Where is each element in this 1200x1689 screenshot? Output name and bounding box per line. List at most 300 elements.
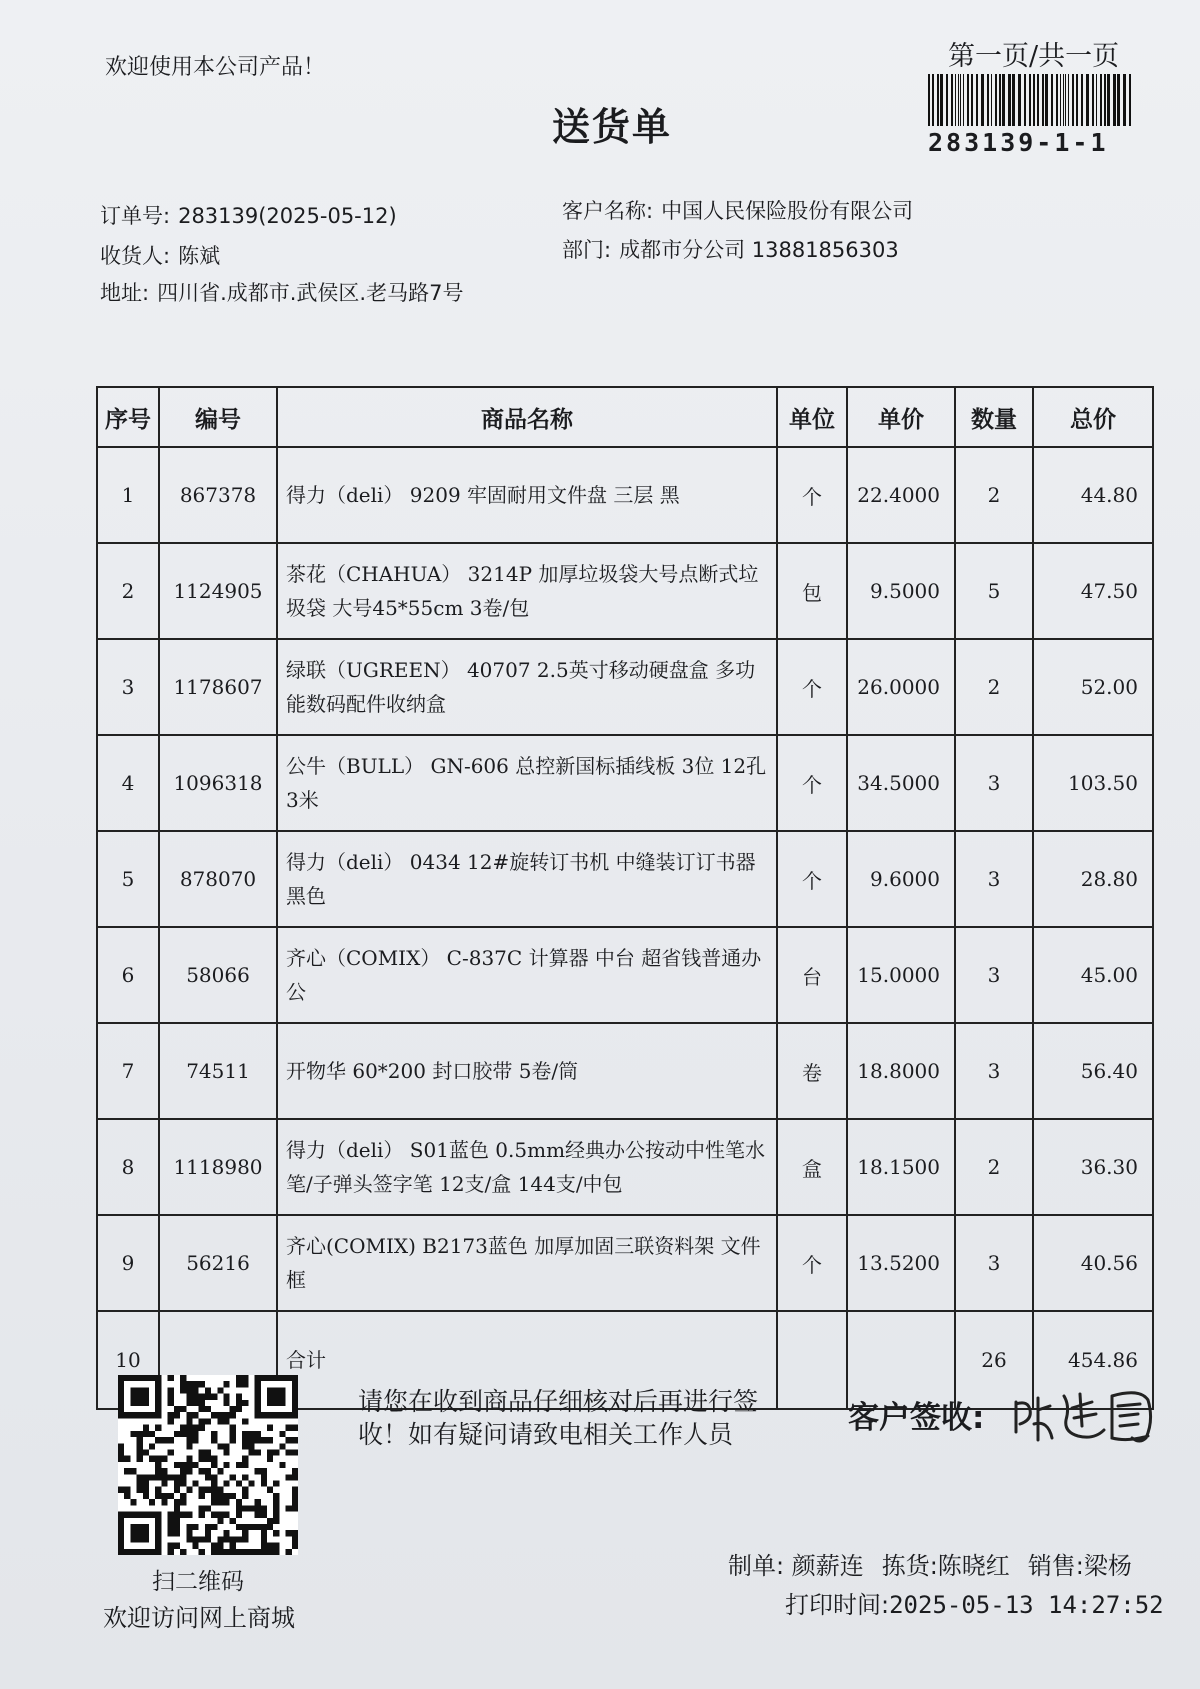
qr-module xyxy=(137,1487,143,1493)
row-total: 36.30 xyxy=(1033,1119,1153,1215)
row-price: 9.5000 xyxy=(847,543,955,639)
qr-module xyxy=(248,1505,254,1511)
qr-module xyxy=(192,1412,198,1418)
qr-module xyxy=(143,1449,149,1455)
barcode-bar xyxy=(1037,74,1039,126)
qr-module xyxy=(186,1400,192,1406)
row-code: 58066 xyxy=(159,927,277,1023)
row-name: 开物华 60*200 封口胶带 5卷/筒 xyxy=(277,1023,777,1119)
qr-module xyxy=(149,1499,155,1505)
qr-module xyxy=(205,1418,211,1424)
qr-module xyxy=(255,1524,261,1530)
row-unit: 卷 xyxy=(777,1023,847,1119)
qr-module xyxy=(174,1530,180,1536)
qr-module xyxy=(174,1543,180,1549)
qr-module xyxy=(224,1381,230,1387)
barcode-bar xyxy=(1076,74,1078,126)
row-price: 13.5200 xyxy=(847,1215,955,1311)
row-total: 44.80 xyxy=(1033,447,1153,543)
row-unit: 台 xyxy=(777,927,847,1023)
qr-module xyxy=(192,1425,198,1431)
qr-module xyxy=(292,1474,298,1480)
qr-module xyxy=(186,1431,192,1437)
qr-module xyxy=(273,1530,279,1536)
department xyxy=(562,234,899,264)
qr-module xyxy=(205,1524,211,1530)
row-seq: 1 xyxy=(97,447,159,543)
department-label: 部门: xyxy=(562,238,612,262)
qr-module xyxy=(261,1512,267,1518)
qr-module xyxy=(192,1524,198,1530)
qr-module xyxy=(242,1474,248,1480)
qr-module xyxy=(211,1394,217,1400)
address xyxy=(100,277,463,307)
qr-module xyxy=(137,1474,143,1480)
qr-module xyxy=(149,1474,155,1480)
qr-module xyxy=(124,1493,130,1499)
qr-module xyxy=(242,1536,248,1542)
qr-module xyxy=(230,1406,236,1412)
qr-module xyxy=(242,1530,248,1536)
row-name: 公牛（BULL） GN-606 总控新国标插线板 3位 12孔 3米 xyxy=(277,735,777,831)
receiver-value: 陈斌 xyxy=(178,244,221,268)
qr-module xyxy=(224,1462,230,1468)
qr-module xyxy=(186,1462,192,1468)
barcode-bar xyxy=(1024,74,1026,126)
qr-module xyxy=(180,1499,186,1505)
qr-module xyxy=(205,1394,211,1400)
qr-module xyxy=(273,1493,279,1499)
qr-module xyxy=(248,1431,254,1437)
qr-module xyxy=(217,1487,223,1493)
qr-module xyxy=(211,1481,217,1487)
barcode-bar xyxy=(1012,74,1015,126)
page-indicator: 第一页/共一页 xyxy=(948,41,1120,72)
qr-module xyxy=(273,1481,279,1487)
row-qty: 5 xyxy=(955,543,1033,639)
row-price: 18.8000 xyxy=(847,1023,955,1119)
row-code: 1178607 xyxy=(159,639,277,735)
qr-module xyxy=(248,1549,254,1555)
barcode-bar xyxy=(946,74,948,126)
qr-module xyxy=(242,1381,248,1387)
barcode-bar xyxy=(1008,74,1011,126)
qr-module xyxy=(186,1381,192,1387)
qr-module xyxy=(261,1543,267,1549)
qr-module xyxy=(236,1462,242,1468)
qr-module xyxy=(192,1536,198,1542)
row-name: 茶花（CHAHUA） 3214P 加厚垃圾袋大号点断式垃圾袋 大号45*55cm 3卷/包 xyxy=(277,543,777,639)
qr-module xyxy=(273,1499,279,1505)
barcode-bar xyxy=(987,74,989,126)
qr-module xyxy=(192,1394,198,1400)
qr-module xyxy=(273,1543,279,1549)
qr-module xyxy=(211,1512,217,1518)
qr-module xyxy=(286,1437,292,1443)
row-seq: 4 xyxy=(97,735,159,831)
qr-module xyxy=(211,1437,217,1443)
row-name: 得力（deli） S01蓝色 0.5mm经典办公按动中性笔水笔/子弹头签字笔 12支/盒 144支/中包 xyxy=(277,1119,777,1215)
qr-module xyxy=(248,1481,254,1487)
row-price: 9.6000 xyxy=(847,831,955,927)
barcode-bar xyxy=(967,74,969,126)
table-row xyxy=(97,1023,1153,1119)
table-header-row xyxy=(97,387,1153,447)
qr-module xyxy=(192,1431,198,1437)
qr-module xyxy=(192,1543,198,1549)
qr-module xyxy=(255,1505,261,1511)
qr-module xyxy=(224,1449,230,1455)
qr-module xyxy=(267,1387,286,1406)
qr-module xyxy=(217,1499,223,1505)
barcode-bar xyxy=(1063,74,1064,126)
qr-module xyxy=(267,1456,273,1462)
barcode-bar xyxy=(1033,74,1035,126)
qr-module xyxy=(180,1381,186,1387)
col-header-qty: 数量 xyxy=(955,387,1033,447)
qr-module xyxy=(186,1468,192,1474)
row-total: 52.00 xyxy=(1033,639,1153,735)
qr-module xyxy=(199,1425,205,1431)
qr-module xyxy=(137,1443,143,1449)
qr-module xyxy=(224,1394,230,1400)
qr-module xyxy=(168,1437,174,1443)
barcode-bar xyxy=(1113,74,1116,126)
qr-module xyxy=(180,1425,186,1431)
qr-module xyxy=(155,1425,161,1431)
qr-module xyxy=(199,1493,205,1499)
qr-module xyxy=(192,1381,198,1387)
document-title: 送货单 xyxy=(552,105,673,149)
qr-module xyxy=(217,1536,223,1542)
col-header-price: 单价 xyxy=(847,387,955,447)
barcode-bar xyxy=(1129,74,1131,126)
barcode-bar xyxy=(1042,74,1044,126)
qr-module xyxy=(211,1549,217,1555)
barcode-bar xyxy=(976,74,978,126)
qr-module xyxy=(236,1406,242,1412)
qr-module xyxy=(230,1493,236,1499)
qr-module xyxy=(155,1493,161,1499)
staff-info xyxy=(728,1546,1150,1581)
qr-module xyxy=(230,1536,236,1542)
qr-module xyxy=(149,1443,155,1449)
qr-module xyxy=(130,1431,136,1437)
qr-module xyxy=(168,1512,174,1518)
qr-module xyxy=(211,1412,217,1418)
qr-module xyxy=(267,1524,273,1530)
maker-text: 制单: 颜薪连 xyxy=(728,1552,864,1580)
qr-module xyxy=(224,1412,230,1418)
qr-module xyxy=(205,1449,211,1455)
qr-module xyxy=(292,1505,298,1511)
row-qty: 3 xyxy=(955,1215,1033,1311)
qr-module xyxy=(217,1549,223,1555)
barcode-bar xyxy=(963,74,964,126)
barcode-bar xyxy=(951,74,953,126)
row-qty: 2 xyxy=(955,639,1033,735)
qr-module xyxy=(267,1543,273,1549)
qr-module xyxy=(217,1512,223,1518)
qr-module xyxy=(186,1425,192,1431)
table-row xyxy=(97,831,1153,927)
qr-module xyxy=(205,1530,211,1536)
qr-module xyxy=(211,1474,217,1480)
barcode-bar xyxy=(981,74,984,126)
qr-module xyxy=(261,1536,267,1542)
qr-module xyxy=(155,1487,161,1493)
qr-module xyxy=(186,1394,192,1400)
row-qty: 26 xyxy=(955,1311,1033,1409)
qr-module xyxy=(143,1425,149,1431)
row-seq: 8 xyxy=(97,1119,159,1215)
print-time-value: 2025-05-13 14:27:52 xyxy=(889,1591,1164,1619)
qr-module xyxy=(180,1462,186,1468)
row-unit: 包 xyxy=(777,543,847,639)
qr-module xyxy=(168,1387,174,1393)
row-seq: 7 xyxy=(97,1023,159,1119)
qr-module xyxy=(168,1543,174,1549)
qr-module xyxy=(186,1437,192,1443)
qr-caption-mall: 欢迎访问网上商城 xyxy=(103,1604,295,1632)
order-number-label: 订单号: xyxy=(100,204,171,228)
qr-module xyxy=(261,1530,267,1536)
qr-module xyxy=(211,1543,217,1549)
qr-module xyxy=(192,1400,198,1406)
order-number-value: 283139(2025-05-12) xyxy=(178,204,397,228)
qr-module xyxy=(211,1499,217,1505)
qr-module xyxy=(186,1530,192,1536)
qr-module xyxy=(143,1487,149,1493)
barcode-bar xyxy=(1092,74,1094,126)
barcode-bar xyxy=(960,74,961,126)
qr-module xyxy=(211,1462,217,1468)
items-table xyxy=(96,386,1154,1410)
qr-module xyxy=(199,1449,205,1455)
qr-module xyxy=(155,1462,161,1468)
qr-module xyxy=(180,1431,186,1437)
qr-code-icon xyxy=(118,1375,298,1555)
qr-module xyxy=(130,1468,136,1474)
table-row xyxy=(97,927,1153,1023)
qr-module xyxy=(255,1431,261,1437)
qr-module xyxy=(149,1431,155,1437)
row-unit: 个 xyxy=(777,831,847,927)
qr-module xyxy=(224,1499,230,1505)
qr-module xyxy=(174,1487,180,1493)
qr-module xyxy=(224,1481,230,1487)
qr-module xyxy=(211,1493,217,1499)
qr-module xyxy=(267,1425,273,1431)
qr-module xyxy=(217,1543,223,1549)
qr-module xyxy=(168,1549,174,1555)
qr-module xyxy=(261,1474,267,1480)
barcode-bar xyxy=(971,74,973,126)
customer-name xyxy=(562,195,913,225)
table-row xyxy=(97,447,1153,543)
qr-module xyxy=(199,1549,205,1555)
qr-module xyxy=(174,1524,180,1530)
row-qty: 2 xyxy=(955,447,1033,543)
qr-module xyxy=(286,1530,292,1536)
qr-module xyxy=(168,1449,174,1455)
qr-module xyxy=(255,1499,261,1505)
qr-module xyxy=(261,1481,267,1487)
qr-module xyxy=(180,1474,186,1480)
barcode-bar xyxy=(955,74,956,126)
picker-text: 拣货:陈晓红 xyxy=(881,1552,1010,1580)
qr-module xyxy=(286,1474,292,1480)
qr-module xyxy=(292,1487,298,1493)
barcode-bar xyxy=(995,74,997,126)
qr-module xyxy=(267,1518,273,1524)
barcode-bar xyxy=(1086,74,1089,126)
qr-module xyxy=(292,1499,298,1505)
qr-module xyxy=(192,1387,198,1393)
row-code: 1118980 xyxy=(159,1119,277,1215)
qr-module xyxy=(286,1425,292,1431)
barcode-bar xyxy=(1002,74,1005,126)
row-total: 103.50 xyxy=(1033,735,1153,831)
qr-module xyxy=(199,1406,205,1412)
qr-module xyxy=(161,1474,167,1480)
qr-module xyxy=(224,1530,230,1536)
qr-module xyxy=(199,1394,205,1400)
row-code: 74511 xyxy=(159,1023,277,1119)
row-price: 18.1500 xyxy=(847,1119,955,1215)
barcode-bar xyxy=(958,74,959,126)
qr-module xyxy=(137,1481,143,1487)
barcode-bar xyxy=(1018,74,1021,126)
qr-module xyxy=(205,1505,211,1511)
qr-module xyxy=(180,1549,186,1555)
qr-module xyxy=(192,1481,198,1487)
qr-module xyxy=(137,1456,143,1462)
receiver xyxy=(100,240,220,270)
qr-module xyxy=(143,1431,149,1437)
row-seq: 2 xyxy=(97,543,159,639)
barcode-bar xyxy=(1045,74,1048,126)
qr-module xyxy=(224,1493,230,1499)
qr-module xyxy=(236,1505,242,1511)
qr-module xyxy=(118,1449,124,1455)
barcode-bar xyxy=(999,74,1001,126)
barcode-bar xyxy=(1117,74,1120,126)
barcode-bar xyxy=(937,74,939,126)
col-header-code: 编号 xyxy=(159,387,277,447)
qr-module xyxy=(168,1375,174,1381)
row-price: 34.5000 xyxy=(847,735,955,831)
qr-module xyxy=(186,1536,192,1542)
barcode-bar xyxy=(1072,74,1074,126)
qr-module xyxy=(143,1481,149,1487)
qr-module xyxy=(292,1536,298,1542)
qr-module xyxy=(286,1505,292,1511)
qr-module xyxy=(267,1549,273,1555)
qr-module xyxy=(161,1499,167,1505)
qr-module xyxy=(180,1481,186,1487)
qr-module xyxy=(217,1412,223,1418)
qr-module xyxy=(236,1381,242,1387)
row-qty: 3 xyxy=(955,735,1033,831)
qr-module xyxy=(174,1406,180,1412)
qr-module xyxy=(224,1536,230,1542)
qr-module xyxy=(205,1487,211,1493)
barcode-bar xyxy=(1104,74,1106,126)
qr-module xyxy=(174,1512,180,1518)
qr-module xyxy=(236,1512,242,1518)
barcode-bar xyxy=(1096,74,1097,126)
qr-module xyxy=(211,1456,217,1462)
notice-text: 请您在收到商品仔细核对后再进行签收！如有疑问请致电相关工作人员 xyxy=(358,1387,759,1449)
qr-module xyxy=(248,1449,254,1455)
qr-module xyxy=(242,1400,248,1406)
barcode-bar xyxy=(1123,74,1126,126)
qr-module xyxy=(205,1468,211,1474)
address-label: 地址: xyxy=(100,281,150,305)
row-qty: 3 xyxy=(955,1023,1033,1119)
row-qty: 2 xyxy=(955,1119,1033,1215)
col-header-name: 商品名称 xyxy=(277,387,777,447)
qr-module xyxy=(242,1524,248,1530)
qr-module xyxy=(211,1524,217,1530)
barcode-bar xyxy=(991,74,992,126)
qr-module xyxy=(261,1549,267,1555)
barcode-bar xyxy=(1100,74,1102,126)
qr-module xyxy=(161,1468,167,1474)
qr-module xyxy=(168,1418,174,1424)
qr-module xyxy=(186,1456,192,1462)
barcode-bar xyxy=(940,74,943,126)
col-header-seq: 序号 xyxy=(97,387,159,447)
qr-module xyxy=(149,1456,155,1462)
row-seq: 5 xyxy=(97,831,159,927)
row-price: 22.4000 xyxy=(847,447,955,543)
qr-module xyxy=(168,1518,174,1524)
qr-module xyxy=(230,1549,236,1555)
qr-module xyxy=(174,1518,180,1524)
qr-module xyxy=(236,1394,242,1400)
row-total: 47.50 xyxy=(1033,543,1153,639)
qr-module xyxy=(286,1549,292,1555)
barcode-bar xyxy=(932,74,934,126)
row-code: 878070 xyxy=(159,831,277,927)
department-value: 成都市分公司 13881856303 xyxy=(619,238,899,262)
row-price: 15.0000 xyxy=(847,927,955,1023)
qr-module xyxy=(143,1493,149,1499)
qr-module xyxy=(230,1425,236,1431)
qr-module xyxy=(242,1456,248,1462)
qr-module xyxy=(230,1437,236,1443)
address-value: 四川省.成都市.武侯区.老马路7号 xyxy=(157,281,464,305)
qr-module xyxy=(174,1499,180,1505)
qr-module xyxy=(261,1524,267,1530)
row-name: 齐心（COMIX） C-837C 计算器 中台 超省钱普通办公 xyxy=(277,927,777,1023)
row-unit: 盒 xyxy=(777,1119,847,1215)
row-name: 得力（deli） 0434 12#旋转订书机 中缝装订订书器 黑色 xyxy=(277,831,777,927)
qr-module xyxy=(199,1505,205,1511)
row-seq: 6 xyxy=(97,927,159,1023)
qr-module xyxy=(199,1456,205,1462)
qr-module xyxy=(248,1443,254,1449)
qr-module xyxy=(130,1499,136,1505)
qr-module xyxy=(124,1468,130,1474)
qr-module xyxy=(236,1524,242,1530)
qr-module xyxy=(236,1375,242,1381)
qr-module xyxy=(211,1487,217,1493)
table-row xyxy=(97,735,1153,831)
qr-module xyxy=(286,1449,292,1455)
